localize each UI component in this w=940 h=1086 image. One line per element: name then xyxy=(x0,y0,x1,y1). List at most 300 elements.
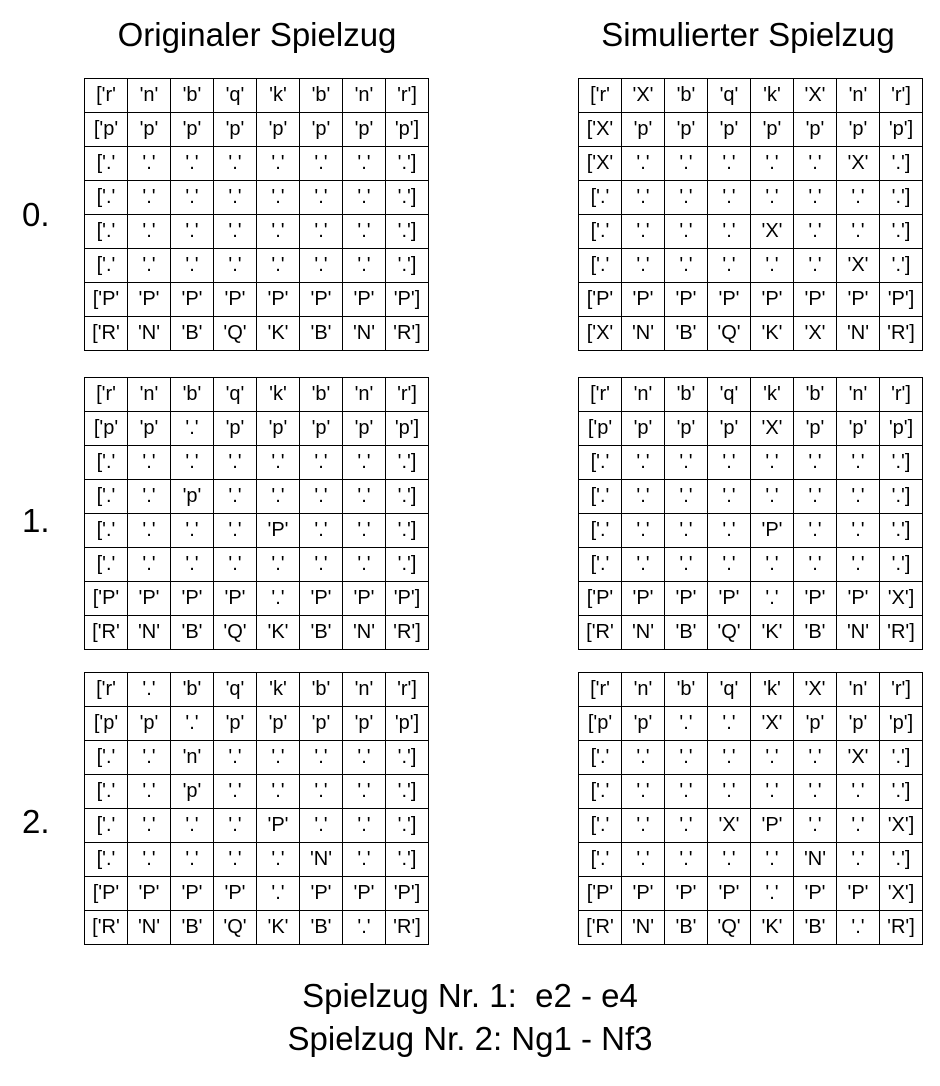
board-cell: '.' xyxy=(665,480,708,514)
board-rank-row xyxy=(579,877,923,911)
board-cell: 'P'] xyxy=(386,283,429,317)
board-cell: '.' xyxy=(665,707,708,741)
board-cell: '.' xyxy=(128,480,171,514)
board-cell: '.' xyxy=(214,741,257,775)
board-cell: '.' xyxy=(794,181,837,215)
board-cell: ['p' xyxy=(579,707,622,741)
board-cell: 'P'] xyxy=(880,283,923,317)
board-cell: 'X' xyxy=(708,809,751,843)
board-cell: '.' xyxy=(214,480,257,514)
board-cell: '.' xyxy=(343,741,386,775)
board-cell: '.'] xyxy=(880,514,923,548)
board-cell: 'p'] xyxy=(880,707,923,741)
board-cell: ['r' xyxy=(579,673,622,707)
board-cell: 'R'] xyxy=(386,317,429,351)
board-cell: ['.' xyxy=(579,249,622,283)
board-rank-row xyxy=(85,582,429,616)
board-rank-row xyxy=(85,707,429,741)
board-cell: 'B' xyxy=(300,616,343,650)
board-cell: ['.' xyxy=(579,446,622,480)
board-cell: 'p' xyxy=(837,707,880,741)
board-rank-row xyxy=(85,317,429,351)
board-cell: '.' xyxy=(257,877,300,911)
board-cell: 'P' xyxy=(128,582,171,616)
board-cell: 'p' xyxy=(622,707,665,741)
board-cell: '.'] xyxy=(880,446,923,480)
board-cell: ['.' xyxy=(579,741,622,775)
board-cell: 'p' xyxy=(171,480,214,514)
board-cell: '.' xyxy=(128,147,171,181)
board-cell: 'b' xyxy=(300,673,343,707)
board-cell: '.'] xyxy=(386,741,429,775)
board-cell: '.' xyxy=(708,514,751,548)
board-cell: ['.' xyxy=(85,548,128,582)
board-rank-row xyxy=(579,113,923,147)
board-cell: '.' xyxy=(171,548,214,582)
board-cell: '.' xyxy=(665,181,708,215)
board-cell: 'P' xyxy=(257,514,300,548)
board-cell: ['.' xyxy=(579,775,622,809)
board-rank-row xyxy=(579,215,923,249)
board-cell: 'P' xyxy=(257,809,300,843)
board-cell: '.' xyxy=(622,147,665,181)
board-cell: ['.' xyxy=(85,181,128,215)
board-cell: 'p' xyxy=(794,707,837,741)
board-cell: 'b' xyxy=(171,673,214,707)
board-rank-row xyxy=(579,480,923,514)
board-cell: 'P' xyxy=(794,877,837,911)
board-rank-row xyxy=(85,877,429,911)
board-rank-row xyxy=(85,283,429,317)
board-cell: '.' xyxy=(128,249,171,283)
board-cell: 'p' xyxy=(343,707,386,741)
board-cell: 'Q' xyxy=(708,911,751,945)
board-cell: 'b' xyxy=(300,79,343,113)
simulated-board-0 xyxy=(578,78,923,351)
board-cell: 'B' xyxy=(300,911,343,945)
board-cell: 'X'] xyxy=(880,877,923,911)
board-cell: '.' xyxy=(837,809,880,843)
board-cell: 'n' xyxy=(343,673,386,707)
board-cell: 'k' xyxy=(257,79,300,113)
board-cell: 'P' xyxy=(300,582,343,616)
board-cell: '.' xyxy=(128,181,171,215)
board-cell: 'b' xyxy=(665,378,708,412)
board-cell: 'P' xyxy=(300,283,343,317)
board-cell: 'n' xyxy=(343,378,386,412)
board-cell: '.' xyxy=(708,181,751,215)
board-cell: 'q' xyxy=(708,79,751,113)
board-cell: 'p'] xyxy=(386,412,429,446)
move-label-2: 2. xyxy=(22,803,50,840)
board-cell: 'P' xyxy=(257,283,300,317)
board-cell: '.'] xyxy=(386,548,429,582)
board-cell: 'Q' xyxy=(214,317,257,351)
board-cell: 'K' xyxy=(257,616,300,650)
board-cell: '.' xyxy=(665,548,708,582)
board-cell: '.'] xyxy=(386,843,429,877)
board-cell: 'p' xyxy=(257,707,300,741)
board-cell: 'P' xyxy=(837,283,880,317)
board-cell: '.' xyxy=(837,843,880,877)
original-board-0 xyxy=(84,78,429,351)
board-cell: '.' xyxy=(343,249,386,283)
board-rank-row xyxy=(85,911,429,945)
board-cell: 'X' xyxy=(837,249,880,283)
board-rank-row xyxy=(579,616,923,650)
board-cell: 'q' xyxy=(214,378,257,412)
board-cell: '.' xyxy=(837,548,880,582)
board-cell: 'n' xyxy=(343,79,386,113)
board-cell: 'N' xyxy=(128,317,171,351)
board-cell: '.' xyxy=(257,741,300,775)
board-rank-row xyxy=(85,79,429,113)
board-cell: 'b' xyxy=(300,378,343,412)
board-cell: '.' xyxy=(794,480,837,514)
board-cell: '.' xyxy=(622,548,665,582)
board-cell: 'n' xyxy=(837,378,880,412)
board-cell: ['.' xyxy=(85,775,128,809)
board-cell: '.' xyxy=(257,215,300,249)
board-cell: '.'] xyxy=(386,181,429,215)
board-cell: '.' xyxy=(214,843,257,877)
board-cell: 'p' xyxy=(300,113,343,147)
board-cell: ['P' xyxy=(579,877,622,911)
board-cell: 'q' xyxy=(708,378,751,412)
board-cell: 'p' xyxy=(622,412,665,446)
board-cell: 'R'] xyxy=(386,616,429,650)
board-cell: '.' xyxy=(257,181,300,215)
board-cell: '.' xyxy=(751,548,794,582)
board-rank-row xyxy=(579,283,923,317)
board-cell: '.' xyxy=(300,215,343,249)
board-cell: 'P' xyxy=(837,877,880,911)
board-rank-row xyxy=(579,582,923,616)
board-cell: 'q' xyxy=(708,673,751,707)
board-cell: 'q' xyxy=(214,79,257,113)
board-cell: ['P' xyxy=(85,877,128,911)
board-cell: '.' xyxy=(794,548,837,582)
board-cell: ['p' xyxy=(85,707,128,741)
board-cell: 'N' xyxy=(343,317,386,351)
board-cell: '.' xyxy=(343,147,386,181)
board-cell: '.' xyxy=(622,480,665,514)
move-label-1: 1. xyxy=(22,502,50,539)
board-cell: 'b' xyxy=(171,378,214,412)
original-board-1 xyxy=(84,377,429,650)
board-cell: ['.' xyxy=(85,215,128,249)
board-cell: 'r'] xyxy=(386,79,429,113)
board-cell: '.' xyxy=(708,446,751,480)
board-rank-row xyxy=(579,249,923,283)
board-cell: 'p' xyxy=(622,113,665,147)
board-cell: 'P' xyxy=(300,877,343,911)
board-cell: 'P'] xyxy=(386,582,429,616)
board-cell: ['R' xyxy=(85,317,128,351)
board-cell: ['P' xyxy=(85,283,128,317)
board-cell: 'r'] xyxy=(386,673,429,707)
board-rank-row xyxy=(579,775,923,809)
board-cell: '.' xyxy=(794,514,837,548)
original-move-heading: Originaler Spielzug xyxy=(117,16,397,53)
board-cell: '.'] xyxy=(880,548,923,582)
board-rank-row xyxy=(85,480,429,514)
original-board-2 xyxy=(84,672,429,945)
board-cell: 'R'] xyxy=(386,911,429,945)
move-description-1: Spielzug Nr. 1: e2 - e4 xyxy=(302,977,638,1014)
board-cell: 'p'] xyxy=(880,412,923,446)
board-cell: ['P' xyxy=(579,582,622,616)
board-cell: '.' xyxy=(794,147,837,181)
board-cell: ['r' xyxy=(85,673,128,707)
board-cell: '.' xyxy=(300,480,343,514)
board-cell: '.' xyxy=(171,514,214,548)
board-cell: ['r' xyxy=(579,378,622,412)
board-rank-row xyxy=(579,514,923,548)
board-cell: 'K' xyxy=(751,616,794,650)
board-cell: '.' xyxy=(837,775,880,809)
board-cell: 'P' xyxy=(665,877,708,911)
board-cell: '.' xyxy=(665,446,708,480)
board-cell: '.' xyxy=(708,707,751,741)
board-cell: 'P' xyxy=(214,283,257,317)
board-cell: '.' xyxy=(128,514,171,548)
board-rank-row xyxy=(85,548,429,582)
board-cell: '.' xyxy=(708,843,751,877)
board-cell: ['.' xyxy=(85,480,128,514)
board-cell: 'P' xyxy=(708,582,751,616)
board-cell: '.' xyxy=(300,147,343,181)
board-cell: '.'] xyxy=(880,215,923,249)
board-cell: 'K' xyxy=(751,911,794,945)
board-cell: ['r' xyxy=(579,79,622,113)
board-cell: 'k' xyxy=(751,673,794,707)
board-cell: '.' xyxy=(214,809,257,843)
board-cell: ['.' xyxy=(85,249,128,283)
board-cell: 'X' xyxy=(751,215,794,249)
board-cell: 'p' xyxy=(665,412,708,446)
board-cell: '.' xyxy=(751,843,794,877)
board-cell: 'p' xyxy=(708,412,751,446)
board-cell: '.' xyxy=(708,480,751,514)
board-cell: '.' xyxy=(128,741,171,775)
board-cell: '.' xyxy=(171,215,214,249)
board-cell: '.' xyxy=(300,446,343,480)
board-cell: 'n' xyxy=(128,79,171,113)
board-cell: '.' xyxy=(257,480,300,514)
board-cell: '.' xyxy=(300,181,343,215)
board-cell: 'p' xyxy=(128,412,171,446)
board-cell: ['.' xyxy=(85,446,128,480)
board-cell: 'P' xyxy=(837,582,880,616)
board-cell: ['.' xyxy=(579,548,622,582)
board-cell: 'n' xyxy=(171,741,214,775)
board-cell: '.' xyxy=(128,775,171,809)
board-rank-row xyxy=(579,79,923,113)
board-rank-row xyxy=(85,147,429,181)
board-cell: 'Q' xyxy=(214,616,257,650)
board-cell: '.' xyxy=(300,775,343,809)
board-cell: ['p' xyxy=(579,412,622,446)
board-rank-row xyxy=(579,741,923,775)
board-cell: '.' xyxy=(794,215,837,249)
board-rank-row xyxy=(85,809,429,843)
board-cell: 'k' xyxy=(257,378,300,412)
board-cell: '.' xyxy=(343,514,386,548)
board-cell: 'X' xyxy=(837,147,880,181)
board-cell: '.' xyxy=(214,181,257,215)
board-cell: 'n' xyxy=(837,673,880,707)
board-cell: 'P' xyxy=(708,877,751,911)
board-cell: '.' xyxy=(622,741,665,775)
board-cell: '.'] xyxy=(880,843,923,877)
board-cell: 'B' xyxy=(794,616,837,650)
board-cell: 'P' xyxy=(214,582,257,616)
board-cell: '.' xyxy=(708,249,751,283)
board-cell: 'n' xyxy=(622,673,665,707)
board-rank-row xyxy=(85,616,429,650)
move-description-2: Spielzug Nr. 2: Ng1 - Nf3 xyxy=(287,1020,653,1057)
board-cell: 'P' xyxy=(665,283,708,317)
board-cell: 'P' xyxy=(171,582,214,616)
move-label-0: 0. xyxy=(22,196,50,233)
board-cell: '.' xyxy=(257,446,300,480)
board-cell: 'p' xyxy=(343,412,386,446)
board-cell: ['R' xyxy=(579,616,622,650)
board-cell: 'p' xyxy=(214,412,257,446)
board-cell: 'B' xyxy=(665,616,708,650)
board-cell: '.' xyxy=(300,514,343,548)
board-cell: 'b' xyxy=(794,378,837,412)
board-cell: 'b' xyxy=(665,79,708,113)
board-cell: '.'] xyxy=(386,147,429,181)
board-cell: 'r'] xyxy=(386,378,429,412)
board-cell: '.' xyxy=(343,480,386,514)
board-cell: '.' xyxy=(794,775,837,809)
board-cell: 'k' xyxy=(751,378,794,412)
board-cell: 'p' xyxy=(214,113,257,147)
board-cell: 'K' xyxy=(257,317,300,351)
board-cell: '.' xyxy=(837,446,880,480)
board-cell: '.'] xyxy=(386,480,429,514)
board-cell: '.' xyxy=(794,741,837,775)
board-cell: ['R' xyxy=(85,911,128,945)
board-cell: 'B' xyxy=(665,911,708,945)
board-cell: '.' xyxy=(214,514,257,548)
board-cell: ['r' xyxy=(85,378,128,412)
board-cell: '.' xyxy=(171,249,214,283)
board-cell: '.' xyxy=(128,809,171,843)
board-cell: 'N' xyxy=(128,616,171,650)
board-cell: 'Q' xyxy=(708,616,751,650)
board-cell: '.' xyxy=(257,582,300,616)
board-cell: '.' xyxy=(751,877,794,911)
board-cell: 'P' xyxy=(665,582,708,616)
board-cell: ['p' xyxy=(85,412,128,446)
board-cell: 'n' xyxy=(128,378,171,412)
board-cell: ['p' xyxy=(85,113,128,147)
board-cell: 'p' xyxy=(343,113,386,147)
board-rank-row xyxy=(85,843,429,877)
board-cell: '.' xyxy=(343,548,386,582)
board-cell: '.' xyxy=(708,147,751,181)
board-cell: '.' xyxy=(665,215,708,249)
board-cell: '.' xyxy=(837,480,880,514)
simulated-board-1 xyxy=(578,377,923,650)
board-cell: '.' xyxy=(171,181,214,215)
board-cell: ['P' xyxy=(579,283,622,317)
board-cell: '.'] xyxy=(386,215,429,249)
board-cell: 'N' xyxy=(343,616,386,650)
board-cell: 'P' xyxy=(622,283,665,317)
board-cell: '.' xyxy=(171,147,214,181)
board-cell: 'n' xyxy=(837,79,880,113)
board-rank-row xyxy=(85,181,429,215)
board-cell: ['.' xyxy=(579,480,622,514)
board-cell: '.' xyxy=(837,911,880,945)
board-cell: '.' xyxy=(622,775,665,809)
board-cell: ['.' xyxy=(85,741,128,775)
board-rank-row xyxy=(579,548,923,582)
board-cell: '.' xyxy=(751,775,794,809)
board-cell: '.' xyxy=(708,548,751,582)
board-cell: ['R' xyxy=(579,911,622,945)
board-cell: 'n' xyxy=(622,378,665,412)
board-cell: '.' xyxy=(300,809,343,843)
board-cell: 'X' xyxy=(794,79,837,113)
board-rank-row xyxy=(85,514,429,548)
board-cell: ['.' xyxy=(579,514,622,548)
board-cell: '.' xyxy=(751,582,794,616)
board-cell: 'p' xyxy=(128,707,171,741)
board-rank-row xyxy=(85,741,429,775)
board-cell: '.'] xyxy=(386,249,429,283)
board-cell: 'p' xyxy=(171,113,214,147)
board-cell: 'p' xyxy=(708,113,751,147)
board-cell: '.'] xyxy=(386,775,429,809)
board-cell: 'N' xyxy=(622,616,665,650)
board-cell: 'N' xyxy=(622,911,665,945)
board-rank-row xyxy=(85,113,429,147)
board-cell: 'p'] xyxy=(880,113,923,147)
board-cell: '.' xyxy=(171,809,214,843)
board-cell: 'P' xyxy=(794,582,837,616)
board-cell: '.' xyxy=(708,741,751,775)
board-cell: 'P' xyxy=(214,877,257,911)
board-cell: 'Q' xyxy=(214,911,257,945)
board-cell: '.' xyxy=(751,446,794,480)
board-cell: 'q' xyxy=(214,673,257,707)
board-cell: '.'] xyxy=(880,147,923,181)
board-cell: '.'] xyxy=(880,249,923,283)
board-cell: 'P' xyxy=(751,283,794,317)
board-cell: 'R'] xyxy=(880,616,923,650)
board-cell: 'B' xyxy=(171,911,214,945)
board-cell: '.' xyxy=(171,843,214,877)
board-cell: 'p' xyxy=(300,412,343,446)
board-cell: '.' xyxy=(214,775,257,809)
simulated-move-heading: Simulierter Spielzug xyxy=(601,16,895,53)
board-cell: '.' xyxy=(343,809,386,843)
board-cell: 'p' xyxy=(837,412,880,446)
board-cell: 'b' xyxy=(665,673,708,707)
board-cell: '.' xyxy=(837,215,880,249)
board-cell: '.' xyxy=(794,809,837,843)
board-rank-row xyxy=(85,249,429,283)
board-cell: '.' xyxy=(257,775,300,809)
board-cell: 'p'] xyxy=(386,707,429,741)
board-cell: '.' xyxy=(665,775,708,809)
